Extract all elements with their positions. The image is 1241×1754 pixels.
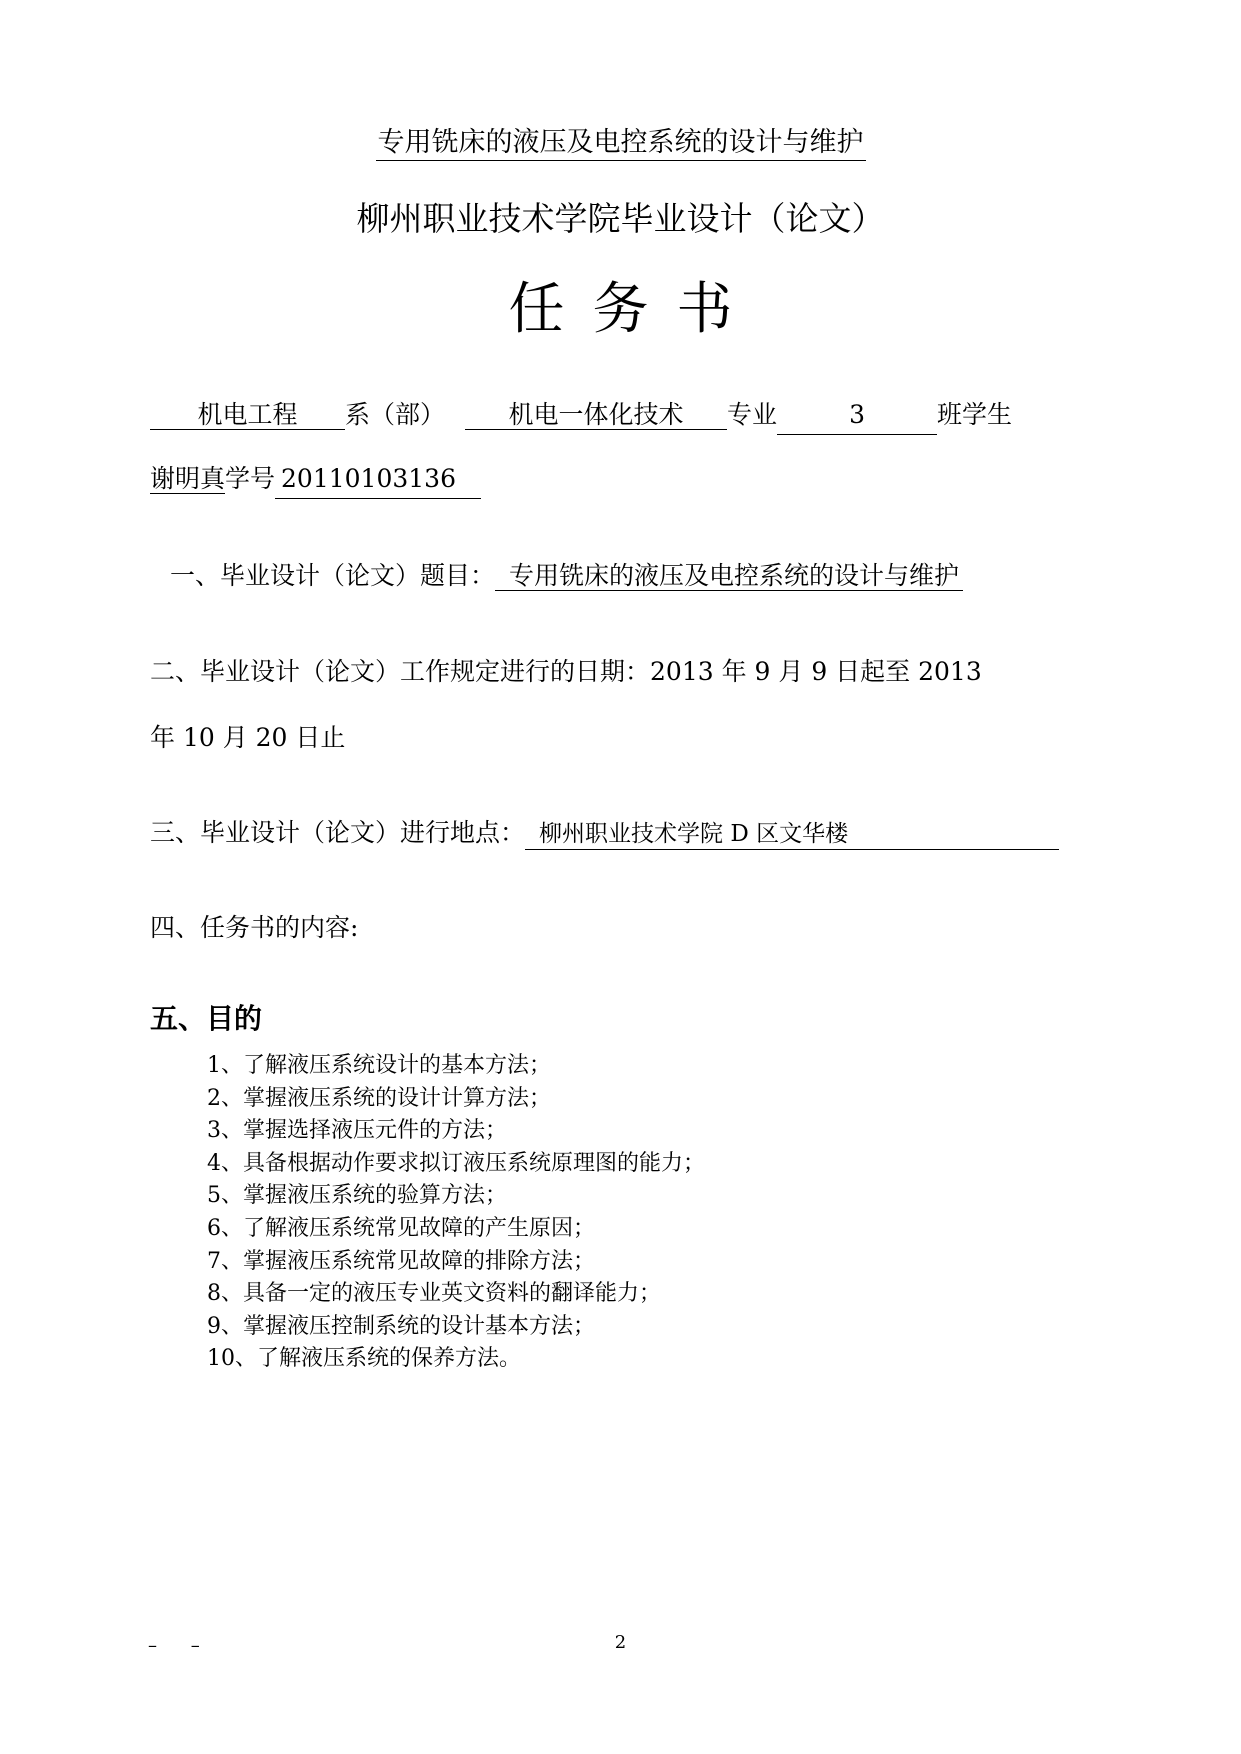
document-title: 任务书 [508, 277, 761, 342]
list-item: 8、具备一定的液压专业英文资料的翻译能力； [207, 1281, 661, 1307]
footer-marks: – – [148, 1635, 214, 1656]
department-row [150, 395, 1100, 435]
page-number: 2 [614, 1632, 627, 1653]
content-heading: 四、任务书的内容: [150, 913, 359, 942]
list-item: 10、了解液压系统的保养方法。 [207, 1346, 521, 1372]
list-item: 2、掌握液压系统的设计计算方法； [207, 1085, 551, 1111]
student-name: 谢明真 [150, 459, 225, 494]
running-header [0, 120, 1241, 159]
date-line-2: 年 10 月 20 日止 [150, 723, 346, 752]
department-field: 机电工程 [150, 395, 345, 430]
list-item: 1、了解液压系统设计的基本方法； [207, 1053, 551, 1078]
place-row [150, 813, 1059, 850]
date-line-1: 二、毕业设计（论文）工作规定进行的日期：2013 年 9 月 9 日起至 2013 [150, 657, 982, 686]
student-id-label: 学号 [225, 464, 276, 493]
major-field: 机电一体化技术 [465, 395, 727, 430]
list-item: 5、掌握液压系统的验算方法； [207, 1183, 507, 1209]
class-field: 3 [777, 400, 937, 435]
list-item: 6、了解液压系统常见故障的产生原因； [207, 1215, 595, 1241]
list-item: 4、具备根据动作要求拟订液压系统原理图的能力； [207, 1150, 705, 1176]
student-row [150, 459, 481, 499]
topic-label: 一、毕业设计（论文）题目： [170, 561, 496, 590]
list-item: 3、掌握选择液压元件的方法； [207, 1118, 507, 1144]
list-item: 7、掌握液压系统常见故障的排除方法； [207, 1248, 595, 1274]
major-suffix: 专业 [727, 400, 778, 429]
running-header-text: 专用铣床的液压及电控系统的设计与维护 [376, 127, 866, 161]
class-suffix: 班学生 [937, 400, 1013, 429]
student-id-field: 20110103136 [275, 464, 481, 499]
place-field: 柳州职业技术学院 D 区文华楼 [525, 815, 1059, 850]
topic-field: 专用铣床的液压及电控系统的设计与维护 [495, 556, 963, 591]
school-title: 柳州职业技术学院毕业设计（论文） [356, 199, 885, 238]
purpose-list [207, 1050, 705, 1376]
purpose-heading: 五、目的 [150, 1002, 263, 1035]
department-suffix: 系（部） [345, 400, 446, 429]
topic-row [170, 556, 963, 592]
place-label: 三、毕业设计（论文）进行地点： [150, 818, 526, 847]
list-item: 9、掌握液压控制系统的设计基本方法； [207, 1313, 595, 1339]
